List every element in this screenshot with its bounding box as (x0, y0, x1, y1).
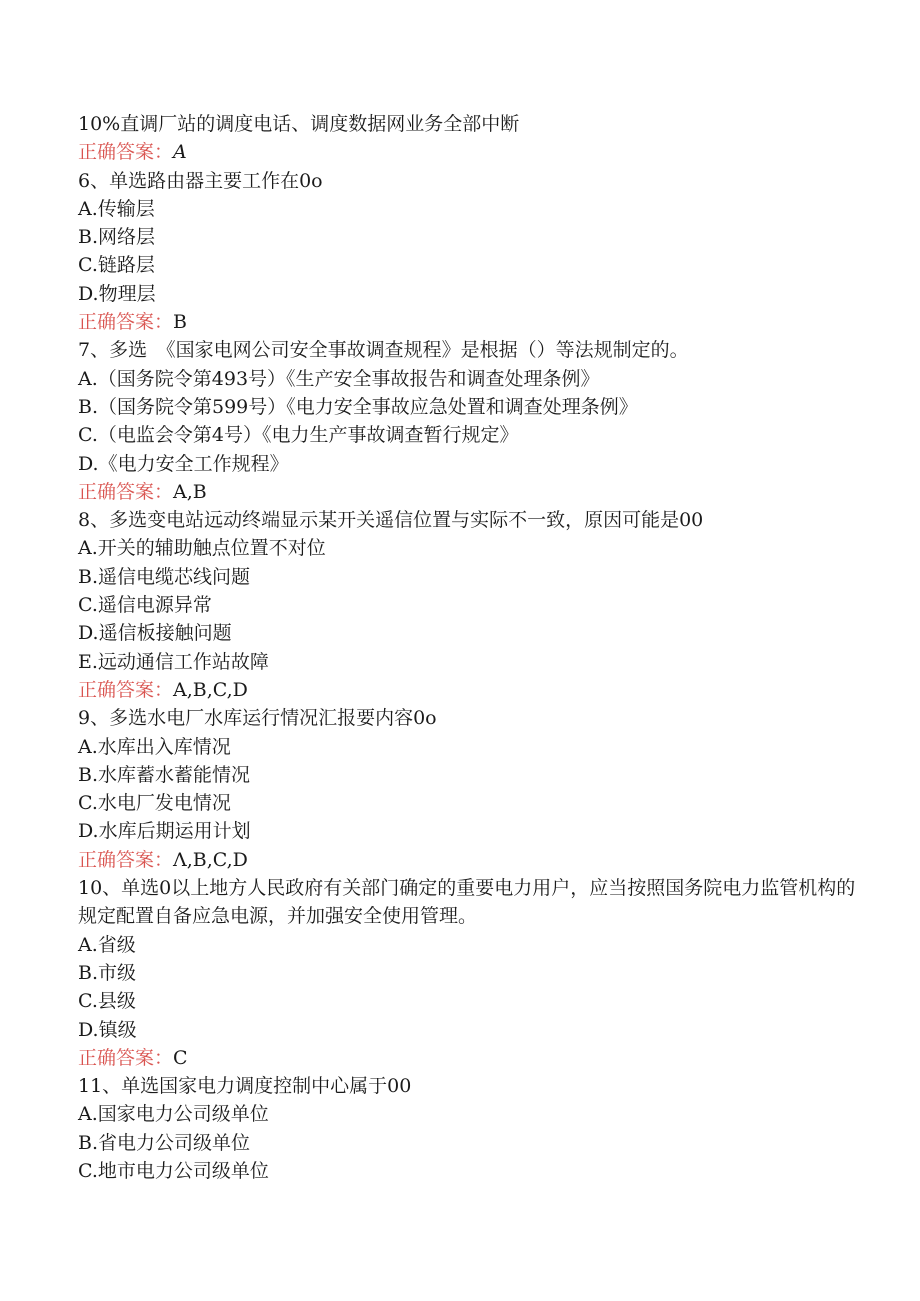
answer-line-q5 (78, 138, 858, 166)
document-page (78, 110, 858, 1185)
option-6-b: B.网络层 (78, 226, 156, 249)
option-9-c: C.水电厂发电情况 (78, 792, 231, 815)
question-stem-10: 10、单选0以上地方人民政府有关部门确定的重要电力用户，应当按照国务院电力监管机构的规定配置自备应急电源，并加强安全使用管理。 (78, 877, 856, 928)
option-10-a: A.省级 (78, 933, 136, 956)
answer-label: 正确答案： (78, 848, 174, 871)
answer-label: 正确答案： (78, 141, 174, 164)
option-8-c: C.遥信电源异常 (78, 594, 212, 617)
answer-line-q9 (78, 846, 858, 874)
option-11-a: A.国家电力公司级单位 (78, 1103, 269, 1126)
option-8-d: D.遥信板接触问题 (78, 622, 232, 645)
answer-line-q8 (78, 676, 858, 704)
option-10-c: C.县级 (78, 990, 136, 1013)
answer-value: A (173, 141, 187, 164)
option-8-a: A.开关的辅助触点位置不对位 (78, 537, 326, 560)
answer-label: 正确答案： (78, 1046, 174, 1069)
option-7-a: A.（国务院令第493号）《生产安全事故报告和调查处理条例》 (78, 367, 600, 390)
answer-label: 正确答案： (78, 480, 174, 503)
option-10-b: B.市级 (78, 961, 137, 984)
fragment-line: 10%直调厂站的调度电话、调度数据网业务全部中断 (78, 113, 520, 135)
option-6-c: C.链路层 (78, 254, 155, 277)
option-11-c: C.地市电力公司级单位 (78, 1159, 269, 1182)
answer-value: B (173, 311, 187, 334)
option-8-e: E.远动通信工作站故障 (78, 650, 269, 673)
question-stem-8: 8、多选变电站远动终端显示某开关遥信位置与实际不一致，原因可能是00 (78, 509, 704, 532)
option-9-d: D.水库后期运用计划 (78, 820, 251, 843)
option-7-b: B.（国务院令第599号）《电力安全事故应急处置和调查处理条例》 (78, 395, 638, 418)
question-stem-7: 7、多选 《国家电网公司安全事故调查规程》是根据（）等法规制定的。 (78, 339, 689, 362)
answer-value: Λ,B,C,D (173, 848, 248, 871)
option-8-b: B.遥信电缆芯线问题 (78, 565, 251, 588)
option-6-d: D.物理层 (78, 282, 156, 305)
question-stem-6: 6、单选路由器主要工作在0o (78, 169, 323, 192)
option-7-d: D.《电力安全工作规程》 (78, 452, 289, 475)
option-6-a: A.传输层 (78, 197, 155, 220)
option-10-d: D.镇级 (78, 1018, 137, 1041)
option-9-a: A.水库出入库情况 (78, 735, 231, 758)
option-9-b: B.水库蓄水蓄能情况 (78, 763, 251, 786)
question-stem-11: 11、单选国家电力调度控制中心属于00 (78, 1075, 412, 1098)
answer-label: 正确答案： (78, 311, 174, 334)
answer-line-q6 (78, 308, 858, 336)
answer-value: A,B,C,D (173, 678, 248, 701)
answer-value: A,B (173, 480, 207, 503)
answer-line-q10 (78, 1044, 858, 1072)
option-11-b: B.省电力公司级单位 (78, 1131, 251, 1154)
answer-line-q7 (78, 478, 858, 506)
question-stem-9: 9、多选水电厂水库运行情况汇报要内容0o (78, 707, 437, 730)
answer-label: 正确答案： (78, 678, 174, 701)
option-7-c: C.（电监会令第4号）《电力生产事故调查暂行规定》 (78, 424, 519, 447)
answer-value: C (173, 1046, 188, 1069)
